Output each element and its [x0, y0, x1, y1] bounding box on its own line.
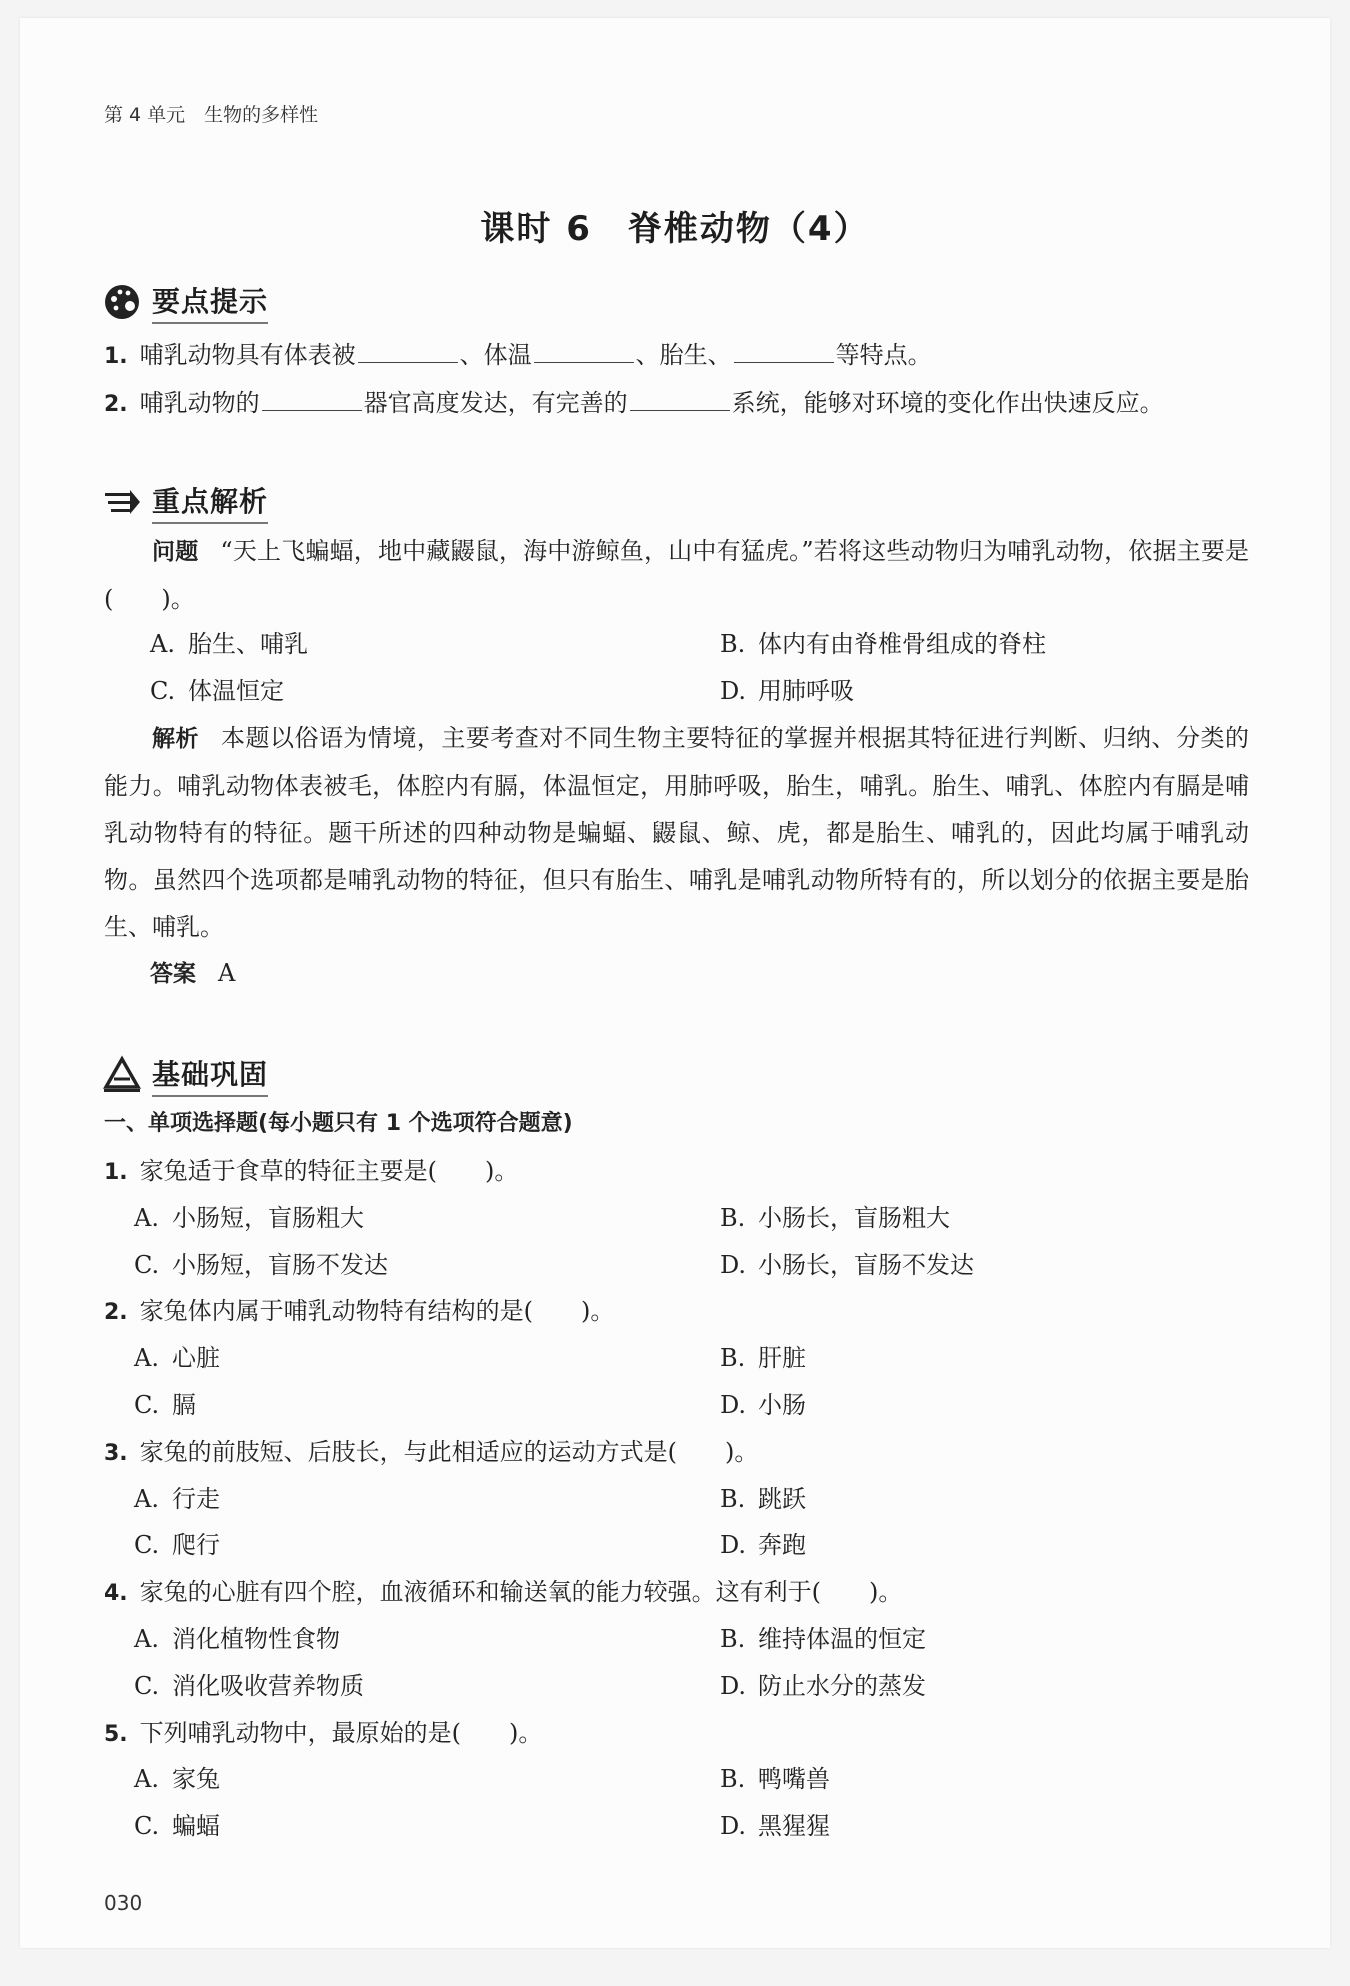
answer-option[interactable]: C. 蝙蝠 [134, 1812, 220, 1841]
page-number: 030 [104, 1891, 143, 1915]
question-stem: 5. 下列哺乳动物中，最原始的是( )。 [104, 1718, 543, 1747]
option-a: A. 胎生、哺乳 [150, 630, 308, 658]
answer-option[interactable]: A. 行走 [134, 1484, 220, 1513]
fill-blank[interactable] [358, 340, 458, 363]
answer-option[interactable]: D. 小肠 [720, 1391, 806, 1419]
answer-option[interactable]: B. 维持体温的恒定 [720, 1625, 926, 1653]
answer-line: 答案 A [150, 959, 236, 987]
answer-option[interactable]: C. 爬行 [134, 1531, 220, 1560]
analysis-tag: 解析 [152, 726, 199, 752]
option-b: B. 体内有由脊椎骨组成的脊柱 [720, 630, 1046, 658]
answer-option[interactable]: A. 小肠短，盲肠粗大 [134, 1203, 364, 1232]
answer-option[interactable]: A. 心脏 [134, 1344, 220, 1373]
answer-option[interactable]: B. 肝脏 [720, 1344, 806, 1373]
layers-triangle-icon [102, 1055, 142, 1095]
fill-blank[interactable] [734, 340, 834, 363]
answer-option[interactable]: A. 家兔 [134, 1765, 220, 1794]
section-label: 要点提示 [152, 280, 268, 324]
question-stem: 2. 家兔体内属于哺乳动物特有结构的是( )。 [104, 1297, 615, 1326]
answer-option[interactable]: D. 黑猩猩 [720, 1812, 830, 1841]
section-key-points-heading [102, 280, 268, 324]
answer-option[interactable]: C. 小肠短，盲肠不发达 [134, 1250, 388, 1279]
answer-option[interactable]: D. 防止水分的蒸发 [720, 1671, 926, 1700]
answer-tag: 答案 [150, 961, 196, 987]
answer-option[interactable]: B. 跳跃 [720, 1484, 806, 1513]
answer-option[interactable]: C. 消化吸收营养物质 [134, 1671, 364, 1700]
key-point-2: 2. 哺乳动物的 器官高度发达，有完善的 系统，能够对环境的变化作出快速反应。 [104, 389, 1164, 417]
question-stem: 1. 家兔适于食草的特征主要是( )。 [104, 1157, 519, 1185]
question-stem: 3. 家兔的前肢短、后肢长，与此相适应的运动方式是( )。 [104, 1437, 759, 1466]
answer-option[interactable]: D. 奔跑 [720, 1531, 806, 1560]
answer-option[interactable]: B. 小肠长，盲肠粗大 [720, 1203, 950, 1232]
section-analysis-heading [102, 480, 268, 524]
fill-blank[interactable] [630, 388, 730, 411]
key-point-1: 1. 哺乳动物具有体表被 、体温 、胎生、 等特点。 [104, 341, 932, 369]
answer-option[interactable]: C. 膈 [134, 1391, 196, 1419]
question-tag: 问题 [152, 539, 199, 565]
section-label: 基础巩固 [152, 1053, 268, 1097]
option-d: D. 用肺呼吸 [720, 677, 854, 705]
unit-header: 第 4 单元 生物的多样性 [104, 104, 319, 126]
answer-option[interactable]: B. 鸭嘴兽 [720, 1765, 830, 1794]
question-paragraph: 问题 “天上飞蝙蝠，地中藏鼹鼠，海中游鲸鱼，山中有猛虎。”若将这些动物归为哺乳动物，依据主要是( )。 [104, 537, 1250, 613]
workbook-page [20, 18, 1330, 1948]
section-basics-heading [102, 1053, 268, 1097]
palette-icon [102, 282, 142, 322]
analysis-paragraph: 解析 本题以俗语为情境，主要考查对不同生物主要特征的掌握并根据其特征进行判断、归纳、分类的能力。哺乳动物体表被毛，体腔内有膈，体温恒定，用肺呼吸，胎生，哺乳。胎生、哺乳、体腔内有膈是哺乳动物特有的特征。题干所述的四种动物是蝙蝠、鼹鼠、鲸、虎，都是胎生、哺乳的，因此均属于哺乳动物。虽然四个选项都是哺乳动物的特征，但只有胎生、哺乳是哺乳动物所特有的，所以划分的依据主要是胎生、哺乳。 [104, 724, 1250, 941]
fill-blank[interactable] [534, 340, 634, 363]
lines-arrow-icon [102, 482, 142, 522]
lesson-title: 课时 6 脊椎动物（4） [480, 209, 870, 249]
question-stem: 4. 家兔的心脏有四个腔，血液循环和输送氧的能力较强。这有利于( )。 [104, 1578, 903, 1607]
fill-blank[interactable] [262, 388, 362, 411]
question-type-subtitle: 一、单项选择题(每小题只有 1 个选项符合题意) [104, 1111, 573, 1136]
option-c: C. 体温恒定 [150, 677, 284, 705]
answer-option[interactable]: A. 消化植物性食物 [134, 1625, 340, 1653]
answer-option[interactable]: D. 小肠长，盲肠不发达 [720, 1250, 974, 1279]
section-label: 重点解析 [152, 480, 268, 524]
